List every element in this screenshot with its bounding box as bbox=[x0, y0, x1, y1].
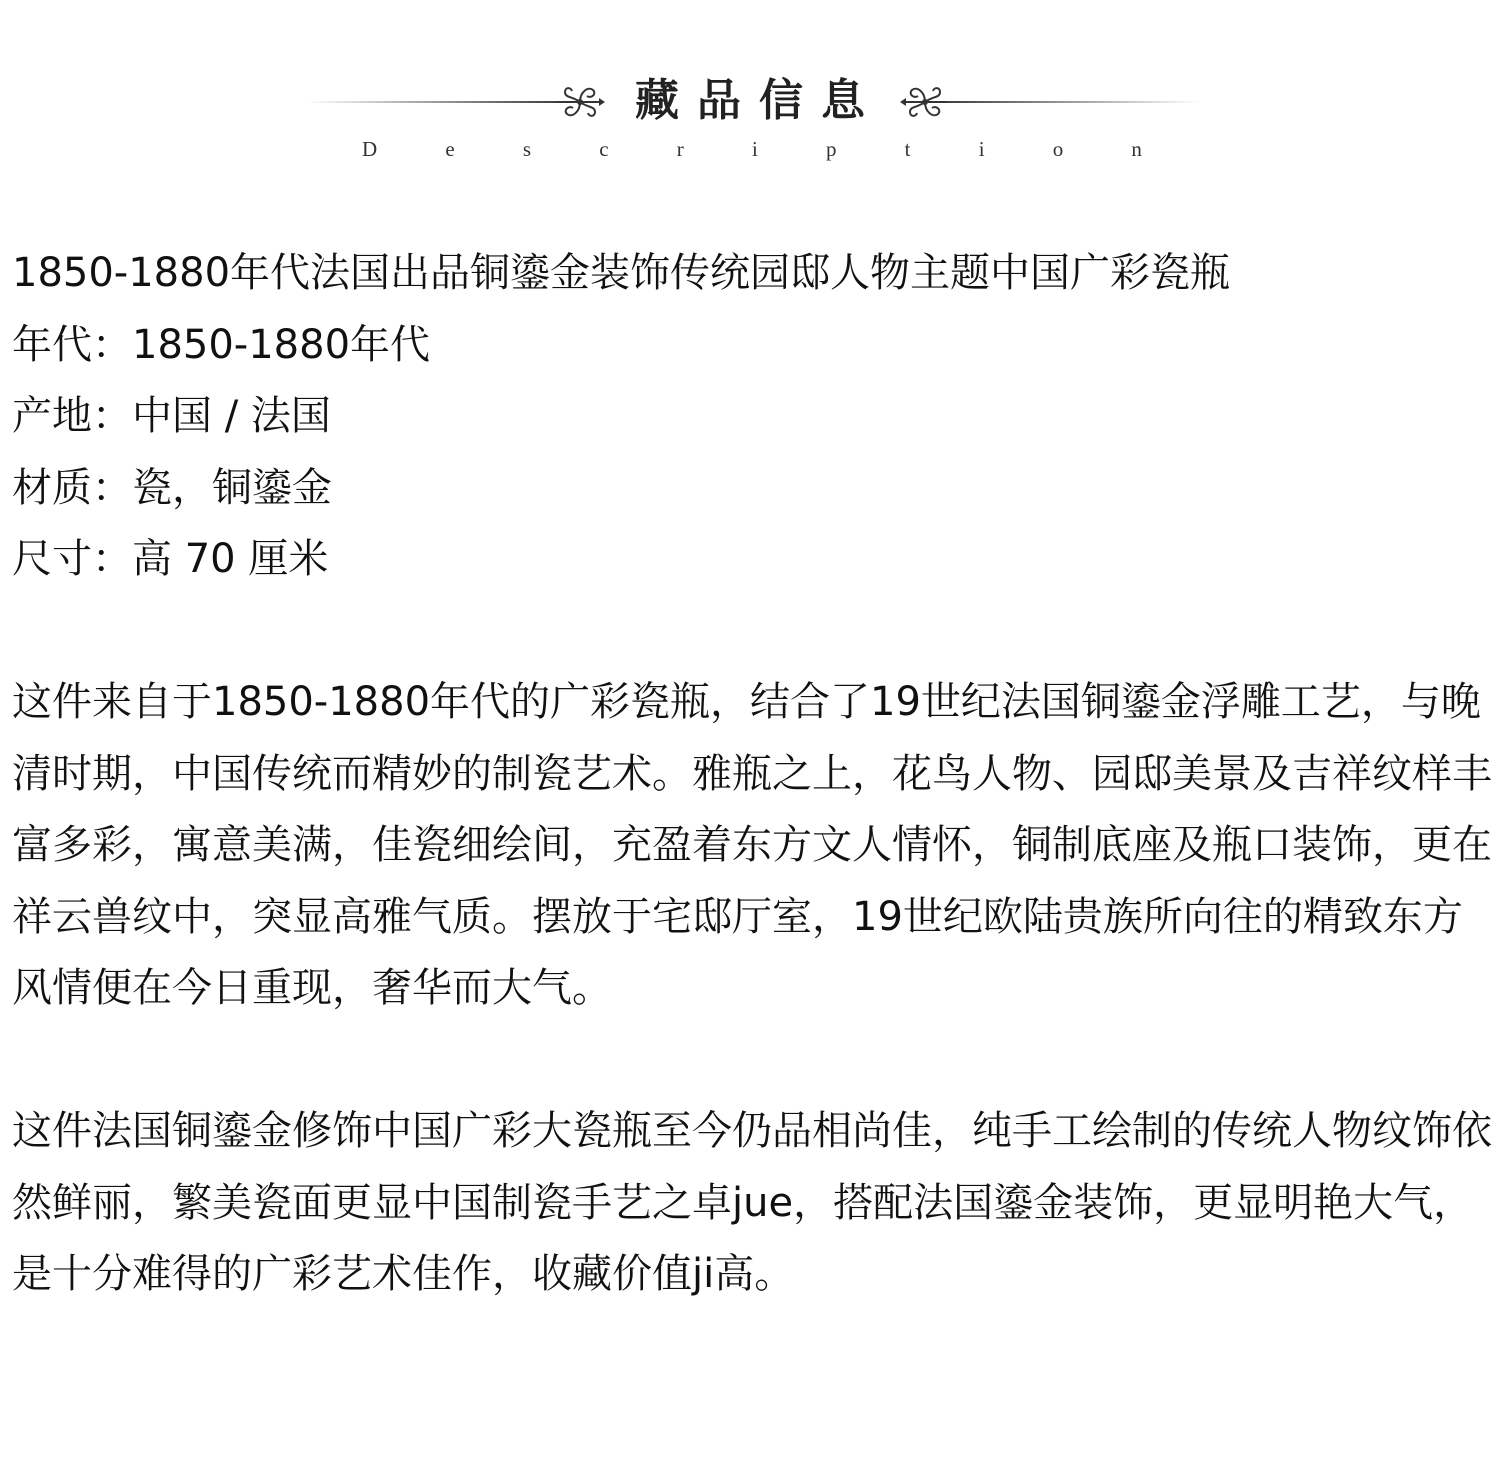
item-origin: 产地：中国 / 法国 bbox=[12, 393, 331, 439]
subtitle-letter: i bbox=[751, 137, 758, 161]
subtitle-letter: D bbox=[362, 137, 378, 161]
item-material: 材质：瓷，铜鎏金 bbox=[12, 464, 332, 511]
subtitle-letter: o bbox=[1052, 137, 1064, 161]
section-subtitle bbox=[362, 137, 1142, 161]
subtitle-letter: n bbox=[1131, 137, 1142, 161]
subtitle-letter: c bbox=[599, 137, 609, 161]
description-paragraph-1: 这件来自于1850-1880年代的广彩瓷瓶，结合了19世纪法国铜鎏金浮雕工艺，与晚清时期，中国传统而精妙的制瓷艺术。雅瓶之上，花鸟人物、园邸美景及吉祥纹样丰富多彩，寓意美满，佳瓷细绘间，充盈着东方文人情怀，铜制底座及瓶口装饰，更在祥云兽纹中，突显高雅气质。摆放于宅邸厅室，19世纪欧陆贵族所向往的精致东方风情便在今日重现，奢华而大气。 bbox=[12, 679, 1492, 1011]
subtitle-letter: i bbox=[978, 137, 985, 161]
section-header bbox=[0, 0, 1500, 180]
spacer bbox=[12, 596, 1498, 668]
description-paragraph-2: 这件法国铜鎏金修饰中国广彩大瓷瓶至今仍品相尚佳，纯手工绘制的传统人物纹饰依然鲜丽，繁美瓷面更显中国制瓷手艺之卓jue，搭配法国鎏金装饰，更显明艳大气，是十分难得的广彩艺术佳作，收藏价值ji高。 bbox=[12, 1108, 1492, 1297]
subtitle-letter: p bbox=[825, 137, 837, 161]
subtitle-letter: e bbox=[445, 137, 455, 161]
item-era: 年代：1850-1880年代 bbox=[12, 321, 431, 368]
item-size: 尺寸：高 70 厘米 bbox=[12, 536, 329, 582]
section-title: 藏品信息 bbox=[635, 75, 883, 126]
item-description bbox=[12, 238, 1498, 1311]
spacer bbox=[12, 1025, 1498, 1097]
item-headline: 1850-1880年代法国出品铜鎏金装饰传统园邸人物主题中国广彩瓷瓶 bbox=[12, 250, 1231, 296]
subtitle-letter: r bbox=[676, 137, 684, 161]
subtitle-letter: s bbox=[522, 137, 532, 161]
subtitle-letter: t bbox=[904, 137, 911, 161]
